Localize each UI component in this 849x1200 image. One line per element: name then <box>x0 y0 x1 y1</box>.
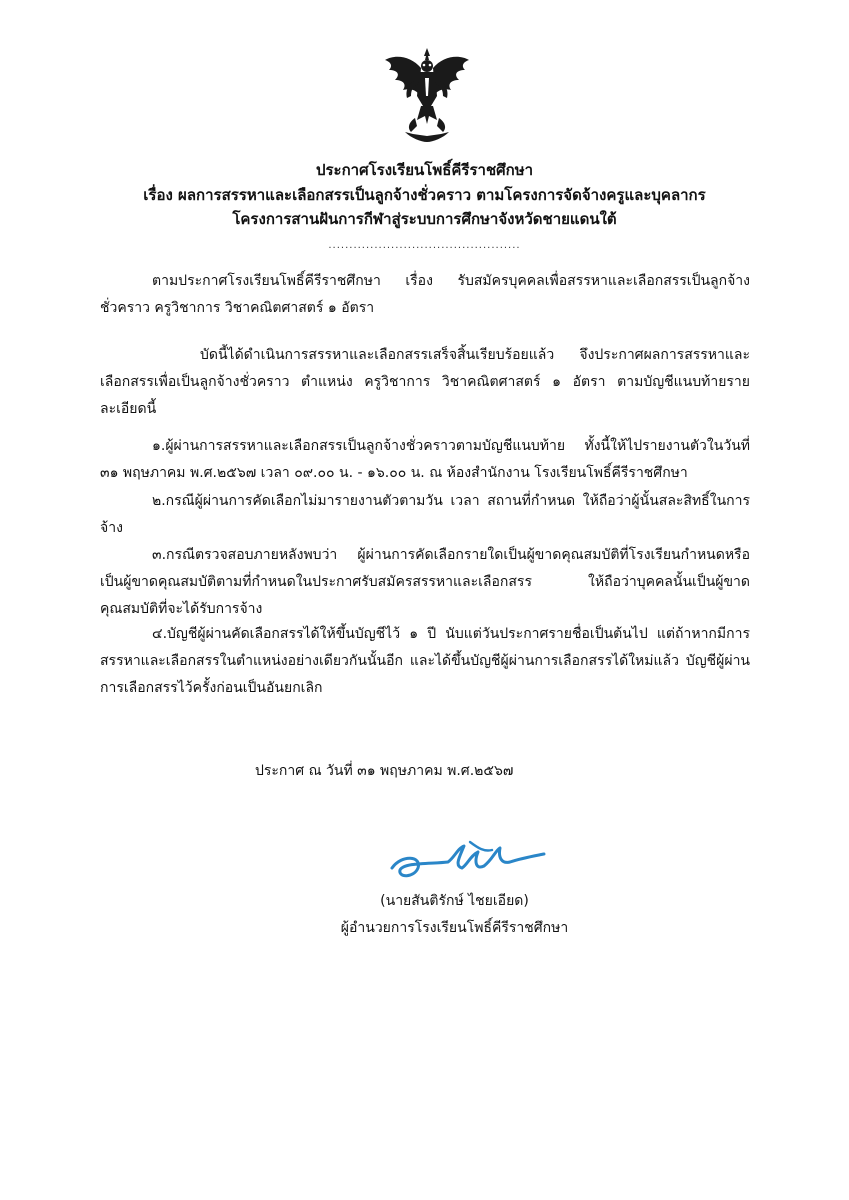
item-2-paragraph <box>100 488 750 542</box>
item-3-text: ๓.กรณีตรวจสอบภายหลังพบว่า ผู้ผ่านการคัดเลือกรายใดเป็นผู้ขาดคุณสมบัติที่โรงเรียนกำหนดหรือเป็นผู้ขาดคุณสมบัติตามที่กำหนดในประกาศรับสมัครสรรหาและเลือกสรร ให้ถือว่าบุคคลนั้นเป็นผู้ขาดคุณสมบัติที่จะได้รับการจ้าง <box>100 547 750 617</box>
signatory-name: (นายสันติรักษ์ ไชยเอียด) <box>380 893 529 909</box>
item-1-text: ๑.ผู้ผ่านการสรรหาและเลือกสรรเป็นลูกจ้างชั่วคราวตามบัญชีแนบท้าย ทั้งนี้ให้ไปรายงานตัวในวันที่ ๓๑ พฤษภาคม พ.ศ.๒๕๖๗ เวลา ๐๙.๐๐ น. - ๑๖.๐๐ น. ณ ห้องสำนักงาน โรงเรียนโพธิ์คีรีราชศึกษา <box>100 438 750 481</box>
item-1-paragraph <box>100 433 750 487</box>
handwritten-signature <box>388 838 548 884</box>
item-4-paragraph <box>100 621 750 702</box>
dotted-separator: .............................................. <box>328 240 521 251</box>
item-2-text: ๒.กรณีผู้ผ่านการคัดเลือกไม่มารายงานตัวตามวัน เวลา สถานที่กำหนด ให้ถือว่าผู้นั้นสละสิทธิ์ในการจ้าง <box>100 493 750 536</box>
announcement-title: ประกาศโรงเรียนโพธิ์คีรีราชศึกษา <box>315 161 534 179</box>
intro-paragraph <box>100 268 750 322</box>
signatory-position: ผู้อำนวยการโรงเรียนโพธิ์คีรีราชศึกษา <box>340 920 569 936</box>
item-4-text: ๔.บัญชีผู้ผ่านคัดเลือกสรรได้ให้ขึ้นบัญชีไว้ ๑ ปี นับแต่วันประกาศรายชื่อเป็นต้นไป แต่ถ้าหากมีการสรรหาและเลือกสรรในตำแหน่งอย่างเดียวกันนั้นอีก และได้ขึ้นบัญชีผู้ผ่านการเลือกสรรได้ใหม่แล้ว บัญชีผู้ผ่านการเลือกสรรไว้ครั้งก่อนเป็นอันยกเลิก <box>100 626 750 696</box>
announcement-project: โครงการสานฝันการกีฬาสู่ระบบการศึกษาจังหวัดชายแดนใต้ <box>232 210 617 228</box>
announcement-date: ประกาศ ณ วันที่ ๓๑ พฤษภาคม พ.ศ.๒๕๖๗ <box>255 763 514 779</box>
completion-text: บัดนี้ได้ดำเนินการสรรหาและเลือกสรรเสร็จสิ้นเรียบร้อยแล้ว จึงประกาศผลการสรรหาและเลือกสรรเพื่อเป็นลูกจ้างชั่วคราว ตำแหน่ง ครูวิชาการ วิชาคณิตศาสตร์ ๑ อัตรา ตามบัญชีแนบท้ายรายละเอียดนี้ <box>100 347 750 417</box>
garuda-emblem-icon <box>381 46 473 144</box>
announcement-subject: เรื่อง ผลการสรรหาและเลือกสรรเป็นลูกจ้างชั่วคราว ตามโครงการจัดจ้างครูและบุคลากร <box>143 186 706 204</box>
intro-text: ตามประกาศโรงเรียนโพธิ์คีรีราชศึกษา เรื่อง รับสมัครบุคคลเพื่อสรรหาและเลือกสรรเป็นลูกจ้างชั่วคราว ครูวิชาการ วิชาคณิตศาสตร์ ๑ อัตรา <box>100 273 750 316</box>
item-3-paragraph <box>100 542 750 623</box>
completion-paragraph <box>100 342 750 423</box>
